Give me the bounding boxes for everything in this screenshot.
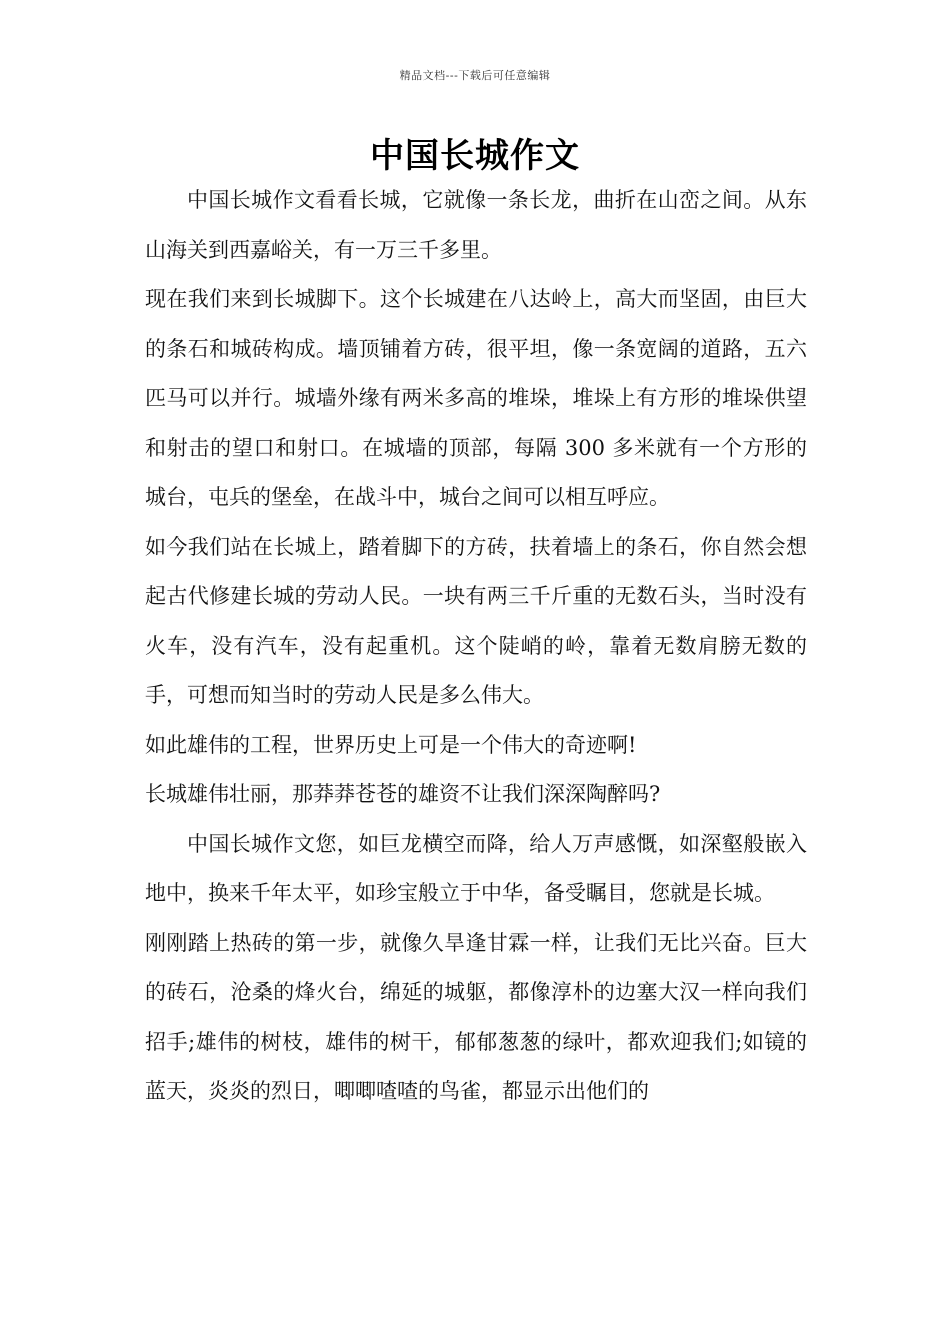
paragraph: 中国长城作文您，如巨龙横空而降，给人万声感慨，如深壑般嵌入地中，换来千年太平，如珍宝般立于中华，备受瞩目，您就是长城。: [145, 831, 807, 905]
header-note: 精品文档---下载后可任意编辑: [399, 69, 551, 82]
paragraph: 中国长城作文看看长城，它就像一条长龙，曲折在山峦之间。从东山海关到西嘉峪关，有一万三千多里。: [145, 188, 807, 262]
document-body: [145, 176, 807, 1117]
paragraph: 长城雄伟壮丽，那莽莽苍苍的雄资不让我们深深陶醉吗?: [145, 782, 661, 806]
document-title: 中国长城作文: [370, 136, 580, 176]
paragraph: 如今我们站在长城上，踏着脚下的方砖，扶着墙上的条石，你自然会想起古代修建长城的劳动人民。一块有两三千斤重的无数石头，当时没有火车，没有汽车，没有起重机。这个陡峭的岭，靠着无数肩膀无数的手，可想而知当时的劳动人民是多么伟大。: [145, 534, 807, 707]
paragraph: 如此雄伟的工程，世界历史上可是一个伟大的奇迹啊!: [145, 732, 637, 757]
paragraph: 刚刚踏上热砖的第一步，就像久旱逢甘霖一样，让我们无比兴奋。巨大的砖石，沧桑的烽火台，绵延的城躯，都像淳朴的边塞大汉一样向我们招手;雄伟的树枝，雄伟的树干，郁郁葱葱的绿叶，都欢迎我们;如镜的蓝天，炎炎的烈日，唧唧喳喳的鸟雀，都显示出他们的: [145, 930, 807, 1103]
paragraph: 现在我们来到长城脚下。这个长城建在八达岭上，高大而坚固，由巨大的条石和城砖构成。墙顶铺着方砖，很平坦，像一条宽阔的道路，五六匹马可以并行。城墙外缘有两米多高的堆垛，堆垛上有方形的堆垛供望和射击的望口和射口。在城墙的顶部，每隔 300 多米就有一个方形的城台，屯兵的堡垒，在战斗中，城台之间可以相互呼应。: [145, 287, 807, 509]
